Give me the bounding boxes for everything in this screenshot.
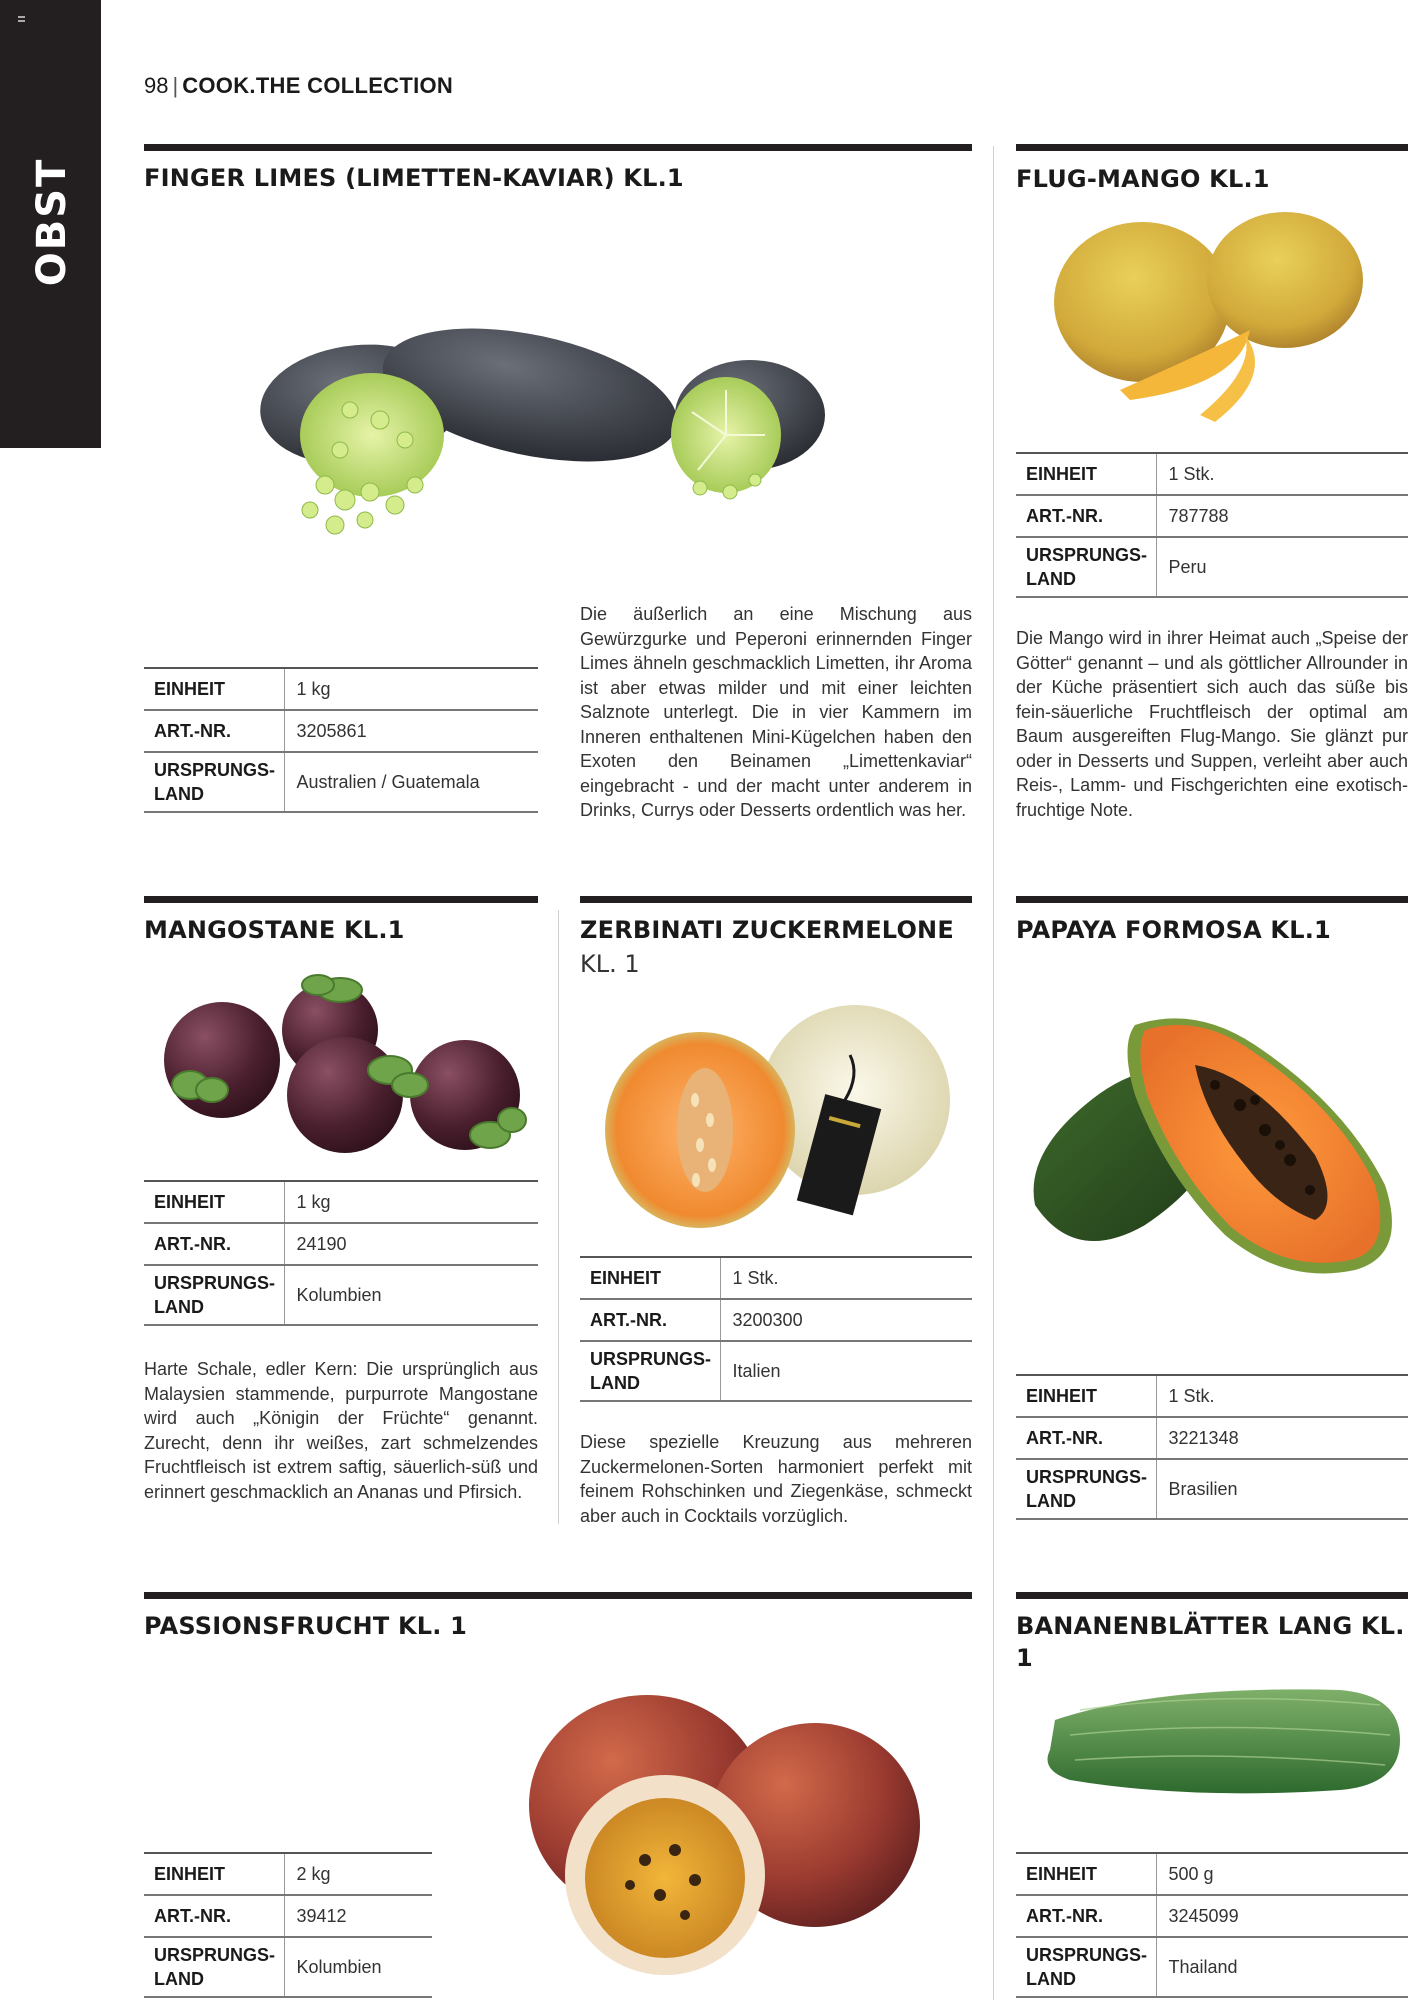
papaya-info-table — [1016, 1374, 1408, 1520]
section-tab — [0, 0, 101, 448]
art-nr-value: 39412 — [284, 1895, 432, 1937]
art-nr-label: ART.-NR. — [1016, 1895, 1156, 1937]
mangostane-description: Harte Schale, edler Kern: Die ursprünglich aus Malaysien stammende, purpurrote Mangostane wird auch „Königin der Früchte“ genannt. Zurecht, denn ihr weißes, zart schmelzendes Fruchtfleisch ist extrem saftig, säuerlich-süß und erinnert geschmacklich an Ananas und Pfirsich. — [144, 1359, 538, 1502]
product-title-flug-mango: FLUG-MANGO KL.1 — [1016, 165, 1270, 193]
section-bar — [144, 1592, 972, 1599]
art-nr-label: ART.-NR. — [144, 1223, 284, 1265]
papaya-image — [1025, 1005, 1408, 1285]
art-nr-value: 3205861 — [284, 710, 538, 752]
product-title-zerbinati: ZERBINATI ZUCKERMELONE — [580, 916, 954, 944]
flug-mango-description: Die Mango wird in ihrer Heimat auch „Speise der Götter“ genannt – und als göttlicher Allrounder in der Küche präsentiert sich auch das süße bis fein-säuerliche Fruchtfleisch der optimal am Baum ausgereiften Flug-Mango. Sie glänzt pur oder in Desserts und Suppen, verleiht aber auch Reis-, Lamm- und Fischgerichten eine exotisch-fruchtige Note. — [1016, 628, 1408, 820]
passionsfrucht-info-table — [144, 1852, 432, 1998]
section-bar — [144, 896, 538, 903]
product-title-passionsfrucht: PASSIONSFRUCHT KL. 1 — [144, 1612, 468, 1640]
zerbinati-description: Diese spezielle Kreuzung aus mehreren Zuckermelonen-Sorten harmoniert perfekt mit feinem Rohschinken und Ziegenkäse, schmeckt aber auch in Cocktails vorzüglich. — [580, 1432, 972, 1526]
section-bar — [1016, 1592, 1408, 1599]
origin-label: URSPRUNGS- LAND — [1016, 1459, 1156, 1519]
art-nr-value: 3200300 — [720, 1299, 972, 1341]
product-title-bananenblaetter: BANANENBLÄTTER LANG KL. 1 — [1016, 1612, 1405, 1672]
origin-value: Thailand — [1156, 1937, 1408, 1997]
finger-limes-image — [230, 320, 860, 550]
column-divider — [993, 146, 994, 2000]
unit-label: EINHEIT — [144, 1853, 284, 1895]
flug-mango-info-table — [1016, 452, 1408, 598]
origin-label: URSPRUNGS- LAND — [1016, 1937, 1156, 1997]
unit-value: 1 Stk. — [1156, 453, 1408, 495]
melon-image — [600, 1000, 955, 1230]
origin-value: Peru — [1156, 537, 1408, 597]
unit-label: EINHEIT — [144, 668, 284, 710]
origin-value: Brasilien — [1156, 1459, 1408, 1519]
page-number: 98 — [144, 73, 169, 98]
unit-label: EINHEIT — [1016, 1375, 1156, 1417]
origin-value: Kolumbien — [284, 1937, 432, 1997]
unit-value: 500 g — [1156, 1853, 1408, 1895]
unit-value: 1 kg — [284, 1181, 538, 1223]
unit-label: EINHEIT — [144, 1181, 284, 1223]
art-nr-value: 3245099 — [1156, 1895, 1408, 1937]
origin-label: URSPRUNGS- LAND — [1016, 537, 1156, 597]
bananenblaetter-info-table — [1016, 1852, 1408, 1998]
product-title-papaya: PAPAYA FORMOSA KL.1 — [1016, 916, 1331, 944]
header-separator: | — [172, 73, 179, 98]
zerbinati-info-table — [580, 1256, 972, 1402]
art-nr-value: 3221348 — [1156, 1417, 1408, 1459]
section-bar — [580, 896, 972, 903]
product-subtitle-zerbinati: KL. 1 — [580, 950, 640, 978]
section-bar — [1016, 896, 1408, 903]
origin-label: URSPRUNGS- LAND — [144, 752, 284, 812]
unit-value: 2 kg — [284, 1853, 432, 1895]
section-label: OBST — [29, 157, 75, 287]
art-nr-label: ART.-NR. — [144, 710, 284, 752]
product-title-finger-limes: FINGER LIMES (LIMETTEN-KAVIAR) KL.1 — [144, 164, 684, 192]
unit-value: 1 Stk. — [1156, 1375, 1408, 1417]
unit-value: 1 kg — [284, 668, 538, 710]
origin-value: Italien — [720, 1341, 972, 1401]
art-nr-label: ART.-NR. — [1016, 495, 1156, 537]
catalog-title: COOK.THE COLLECTION — [182, 73, 454, 98]
origin-label: URSPRUNGS- LAND — [580, 1341, 720, 1401]
unit-label: EINHEIT — [580, 1257, 720, 1299]
origin-value: Australien / Guatemala — [284, 752, 538, 812]
product-title-mangostane: MANGOSTANE KL.1 — [144, 916, 405, 944]
art-nr-value: 24190 — [284, 1223, 538, 1265]
mangostane-info-table — [144, 1180, 538, 1326]
column-divider — [558, 910, 559, 1524]
art-nr-label: ART.-NR. — [580, 1299, 720, 1341]
origin-label: URSPRUNGS- LAND — [144, 1265, 284, 1325]
mangosteen-image — [150, 960, 530, 1165]
banana-leaves-image — [1040, 1680, 1405, 1800]
unit-label: EINHEIT — [1016, 453, 1156, 495]
section-bar — [144, 144, 972, 151]
page-header — [144, 73, 453, 99]
art-nr-label: ART.-NR. — [1016, 1417, 1156, 1459]
section-bar — [1016, 144, 1408, 151]
unit-value: 1 Stk. — [720, 1257, 972, 1299]
origin-label: URSPRUNGS- LAND — [144, 1937, 284, 1997]
menu-icon — [18, 16, 25, 22]
unit-label: EINHEIT — [1016, 1853, 1156, 1895]
passion-fruit-image — [525, 1690, 920, 2000]
mango-image — [1050, 210, 1380, 435]
art-nr-label: ART.-NR. — [144, 1895, 284, 1937]
finger-limes-description: Die äußerlich an eine Mischung aus Gewürzgurke und Peperoni erinnernden Finger Limes ähneln geschmacklich Limetten, ihr Aroma ist aber etwas milder und mit einer leichten Salznote unterlegt. Die in vier Kammern im Inneren enthaltenen Mini-Kügelchen haben den Exoten den Beinamen „Limettenkaviar“ eingebracht - und der macht unter anderem in Drinks, Currys oder Desserts ordentlich was her. — [580, 604, 972, 820]
art-nr-value: 787788 — [1156, 495, 1408, 537]
origin-value: Kolumbien — [284, 1265, 538, 1325]
finger-limes-info-table — [144, 667, 538, 813]
